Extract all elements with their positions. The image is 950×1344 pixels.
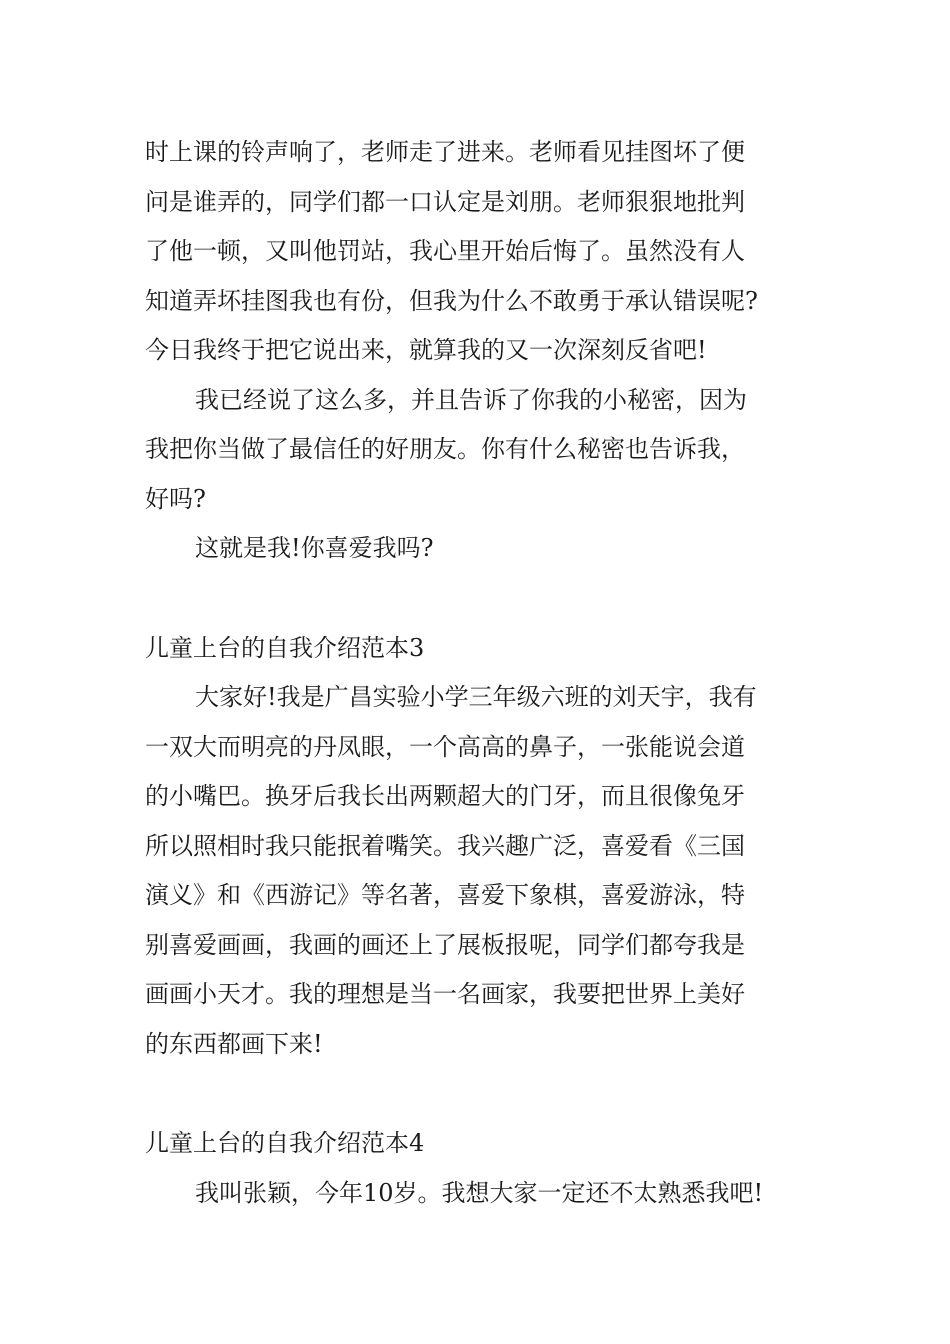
text-line: 时上课的铃声响了，老师走了进来。老师看见挂图坏了便 — [145, 138, 745, 166]
text-line: 我叫张颖，今年10岁。我想大家一定还不太熟悉我吧! — [195, 1178, 764, 1207]
paragraph-secret — [145, 376, 810, 525]
text-line: 我把你当做了最信任的好朋友。你有什么秘密也告诉我， — [145, 435, 745, 463]
text-line: 画画小天才。我的理想是当一名画家，我要把世界上美好 — [145, 980, 745, 1008]
text-line: 别喜爱画画，我画的画还上了展板报呢，同学们都夸我是 — [145, 930, 745, 959]
text-line: 的东西都画下来! — [145, 1029, 323, 1058]
section-spacer — [145, 574, 810, 624]
text-line: 所以照相时我只能抿着嘴笑。我兴趣广泛，喜爱看《三国 — [145, 831, 745, 860]
paragraph-confession — [145, 128, 810, 376]
text-line: 了他一顿，又叫他罚站，我心里开始后悔了。虽然没有人 — [145, 237, 745, 265]
paragraph-liu-tianyu — [145, 673, 810, 1069]
document-body — [145, 128, 810, 1218]
text-line: 我已经说了这么多，并且告诉了你我的小秘密，因为 — [195, 385, 747, 414]
text-line: 大家好!我是广昌实验小学三年级六班的刘天宇，我有 — [195, 683, 757, 711]
text-line: 问是谁弄的，同学们都一口认定是刘朋。老师狠狠地批判 — [145, 187, 745, 216]
paragraph-zhang-ying — [145, 1169, 810, 1219]
paragraph-closing — [145, 524, 810, 574]
text-line: 这就是我!你喜爱我吗? — [195, 534, 434, 562]
section-heading-4: 儿童上台的自我介绍范本4 — [145, 1129, 425, 1157]
text-line: 演义》和《西游记》等名著，喜爱下象棋，喜爱游泳，特 — [145, 881, 745, 909]
text-line: 一双大而明亮的丹凤眼，一个高高的鼻子，一张能说会道 — [145, 732, 745, 761]
text-line: 好吗? — [145, 484, 206, 513]
text-line: 知道弄坏挂图我也有份，但我为什么不敢勇于承认错误呢? — [145, 286, 758, 315]
section-spacer — [145, 1069, 810, 1119]
text-line: 的小嘴巴。换牙后我长出两颗超大的门牙，而且很像兔牙 — [145, 782, 745, 810]
text-line: 今日我终于把它说出来，就算我的又一次深刻反省吧! — [145, 336, 707, 364]
section-heading-3: 儿童上台的自我介绍范本3 — [145, 633, 425, 662]
